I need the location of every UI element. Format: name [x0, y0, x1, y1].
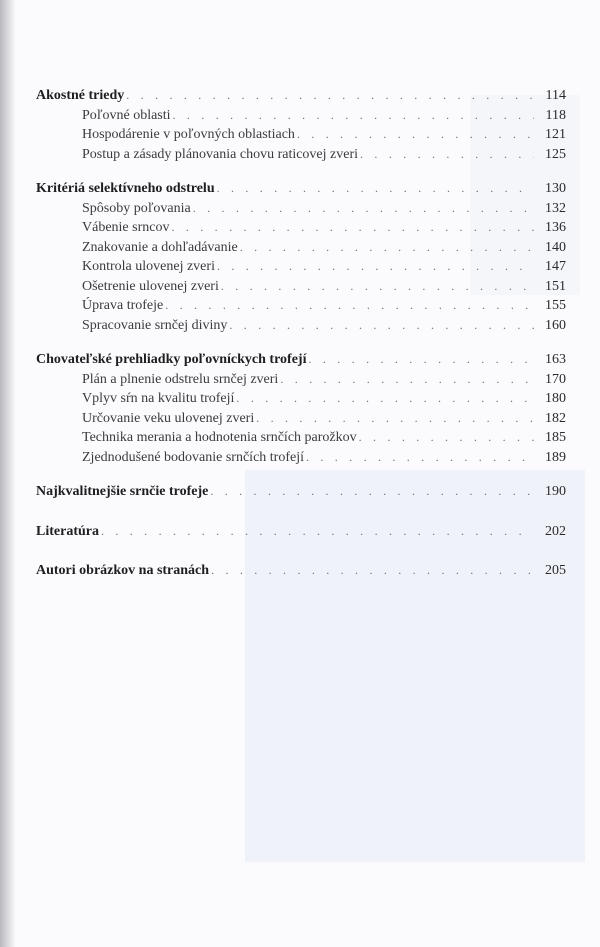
- dot-leader: [210, 482, 534, 502]
- toc-entry-title: Autori obrázkov na stranách: [36, 563, 210, 578]
- toc-subentry-page: 160: [545, 317, 566, 333]
- toc-subentry: [36, 428, 566, 448]
- toc-section-literatura: [36, 522, 566, 542]
- toc-subentry: [36, 277, 566, 297]
- toc-subentry: [36, 316, 566, 336]
- toc-subentry-page: 151: [545, 278, 566, 294]
- toc-subentry-page: 121: [545, 127, 566, 142]
- dot-leader: [217, 179, 534, 199]
- toc-subentry: [36, 106, 566, 126]
- table-of-contents: [36, 86, 566, 601]
- toc-entry-title: Literatúra: [36, 523, 99, 539]
- dot-leader: [297, 125, 534, 145]
- toc-entry-page: 163: [545, 352, 566, 367]
- dot-leader: [256, 409, 534, 429]
- toc-subentry-page: 140: [545, 239, 566, 255]
- toc-subentry-page: 185: [545, 430, 566, 445]
- dot-leader: [171, 218, 534, 238]
- toc-subentry-page: 118: [545, 107, 566, 123]
- toc-subentry: [36, 296, 566, 316]
- toc-subentry-title: Kontrola ulovenej zveri: [82, 259, 215, 274]
- toc-entry: [36, 482, 566, 502]
- toc-entry-page: 202: [545, 523, 566, 539]
- toc-subentry-title: Určovanie veku ulovenej zveri: [82, 410, 255, 426]
- toc-subentry-title: Technika merania a hodnotenia srnčích parožkov: [82, 430, 357, 445]
- toc-entry-page: 114: [545, 88, 566, 103]
- dot-leader: [229, 316, 534, 336]
- dot-leader: [211, 561, 534, 581]
- toc-subentry: [36, 145, 566, 165]
- toc-entry-title: Kritériá selektívneho odstrelu: [36, 181, 215, 196]
- toc-subentry: [36, 409, 566, 429]
- toc-subentry-page: 132: [545, 200, 566, 216]
- toc-subentry-title: Postup a zásady plánovania chovu raticovej zveri: [82, 146, 359, 162]
- toc-subentry: [36, 370, 566, 390]
- toc-subentry-title: Poľovné oblasti: [82, 107, 171, 123]
- toc-section-kriteria: [36, 179, 566, 335]
- toc-subentry-title: Spôsoby poľovania: [82, 200, 191, 216]
- toc-subentry: [36, 125, 566, 145]
- toc-entry-page: 190: [545, 484, 566, 499]
- toc-subentry: [36, 238, 566, 258]
- dot-leader: [360, 145, 534, 165]
- toc-entry: [36, 179, 566, 199]
- dot-leader: [359, 428, 534, 448]
- toc-subentry-title: Vplyv sŕn na kvalitu trofejí: [82, 391, 235, 406]
- dot-leader: [236, 389, 534, 409]
- toc-section-chovatelske-prehliadky: [36, 350, 566, 467]
- toc-subentry: [36, 218, 566, 238]
- toc-entry-title: Chovateľské prehliadky poľovníckych trofejí: [36, 352, 307, 367]
- toc-subentry-title: Zjednodušené bodovanie srnčích trofejí: [82, 449, 304, 465]
- dot-leader: [306, 448, 534, 468]
- toc-subentry-title: Vábenie srncov: [82, 220, 170, 235]
- toc-subentry: [36, 257, 566, 277]
- toc-subentry: [36, 448, 566, 468]
- toc-section-najkvalitnejsie: [36, 482, 566, 502]
- toc-subentry-page: 125: [545, 146, 566, 162]
- dot-leader: [240, 238, 534, 258]
- toc-section-autori-obrazkov: [36, 561, 566, 581]
- dot-leader: [193, 199, 534, 219]
- toc-subentry-title: Plán a plnenie odstrelu srnčej zveri: [82, 371, 279, 387]
- dot-leader: [280, 370, 534, 390]
- dot-leader: [221, 277, 534, 297]
- toc-entry: [36, 350, 566, 370]
- toc-subentry-page: 136: [545, 220, 566, 235]
- toc-entry-page: 130: [545, 181, 566, 196]
- dot-leader: [126, 86, 534, 106]
- toc-entry-title: Najkvalitnejšie srnčie trofeje: [36, 484, 209, 499]
- toc-subentry-page: 155: [545, 298, 566, 313]
- toc-subentry-title: Ošetrenie ulovenej zveri: [82, 278, 219, 294]
- toc-subentry: [36, 199, 566, 219]
- toc-subentry-title: Hospodárenie v poľovných oblastiach: [82, 127, 295, 142]
- dot-leader: [173, 106, 534, 126]
- toc-subentry-page: 180: [545, 391, 566, 406]
- dot-leader: [165, 296, 534, 316]
- toc-subentry-title: Znakovanie a dohľadávanie: [82, 239, 238, 255]
- toc-entry: [36, 522, 566, 542]
- toc-entry: [36, 561, 566, 581]
- toc-section-akostne-triedy: [36, 86, 566, 164]
- toc-subentry-page: 147: [545, 259, 566, 274]
- toc-subentry-title: Spracovanie srnčej diviny: [82, 317, 228, 333]
- toc-subentry: [36, 389, 566, 409]
- dot-leader: [308, 350, 534, 370]
- toc-subentry-page: 189: [545, 449, 566, 465]
- dot-leader: [217, 257, 534, 277]
- toc-entry-page: 205: [545, 563, 566, 578]
- toc-entry: [36, 86, 566, 106]
- dot-leader: [101, 522, 534, 542]
- toc-subentry-page: 182: [545, 410, 566, 426]
- toc-entry-title: Akostné triedy: [36, 88, 125, 103]
- book-spine-shadow: [0, 0, 16, 947]
- toc-subentry-title: Úprava trofeje: [82, 298, 164, 313]
- toc-subentry-page: 170: [545, 371, 566, 387]
